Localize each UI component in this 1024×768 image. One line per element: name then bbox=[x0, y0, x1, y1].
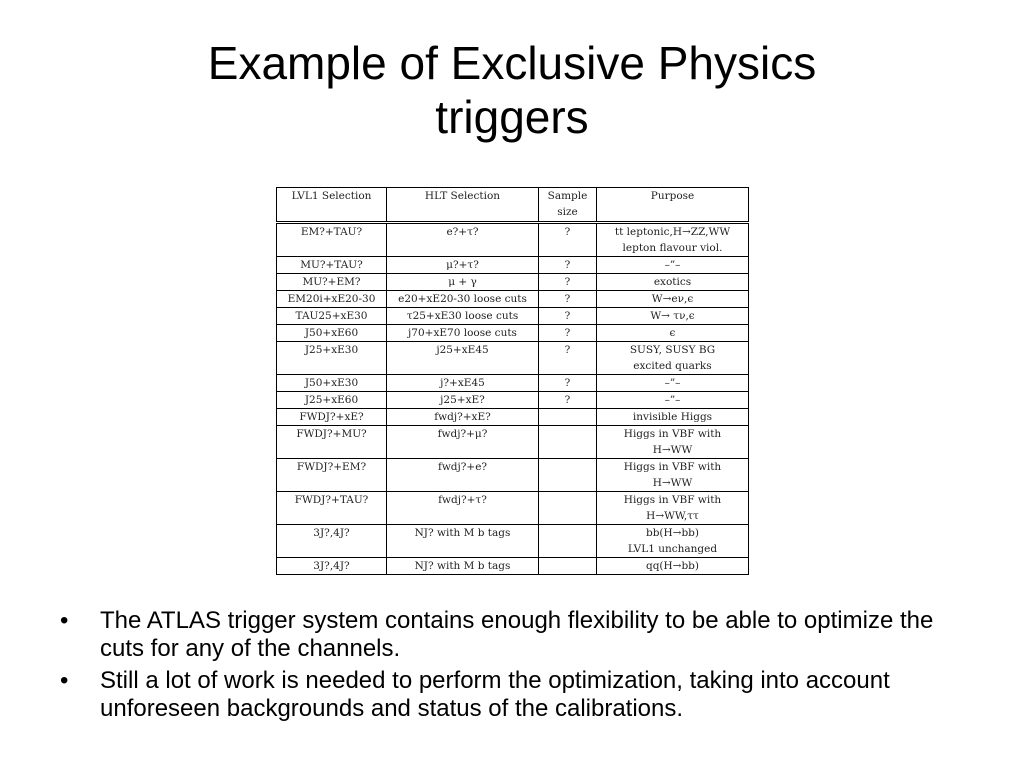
slide-title-line-1: Example of Exclusive Physics bbox=[207, 37, 817, 89]
cell-purpose-line: excited quarks bbox=[633, 360, 712, 372]
cell-purpose bbox=[597, 409, 749, 426]
cell-lvl1-selection: J50+xE30 bbox=[277, 375, 387, 392]
table-row bbox=[277, 392, 749, 409]
trigger-table-container bbox=[276, 187, 748, 575]
cell-hlt-selection: NJ? with M b tags bbox=[387, 558, 539, 575]
cell-purpose-line: LVL1 unchanged bbox=[627, 543, 718, 555]
cell-purpose bbox=[597, 274, 749, 291]
cell-lvl1-selection: EM20i+xE20-30 bbox=[277, 291, 387, 308]
slide-title-line-2: triggers bbox=[435, 91, 589, 143]
cell-purpose-line: W→eν,ϵ bbox=[651, 293, 694, 305]
cell-purpose-line: H→WW,ττ bbox=[646, 510, 699, 522]
cell-purpose-line: lepton flavour viol. bbox=[622, 242, 723, 254]
cell-hlt-selection: fwdj?+τ? bbox=[387, 492, 539, 525]
cell-purpose bbox=[597, 525, 749, 558]
table-header bbox=[277, 188, 749, 223]
cell-purpose bbox=[597, 558, 749, 575]
table-row bbox=[277, 492, 749, 525]
table-row bbox=[277, 291, 749, 308]
cell-lvl1-selection: FWDJ?+TAU? bbox=[277, 492, 387, 525]
cell-lvl1-selection: J25+xE30 bbox=[277, 342, 387, 375]
cell-hlt-selection: τ25+xE30 loose cuts bbox=[387, 308, 539, 325]
table-row bbox=[277, 558, 749, 575]
cell-purpose-line: H→WW bbox=[652, 444, 693, 456]
header-sample-size: Sample size bbox=[539, 188, 597, 223]
cell-lvl1-selection: FWDJ?+MU? bbox=[277, 426, 387, 459]
cell-hlt-selection: μ + γ bbox=[387, 274, 539, 291]
table-row bbox=[277, 459, 749, 492]
cell-hlt-selection: fwdj?+μ? bbox=[387, 426, 539, 459]
cell-purpose bbox=[597, 291, 749, 308]
cell-purpose-line: qq(H→bb) bbox=[645, 560, 700, 572]
cell-lvl1-selection: J50+xE60 bbox=[277, 325, 387, 342]
cell-hlt-selection: NJ? with M b tags bbox=[387, 525, 539, 558]
cell-sample-size: ? bbox=[539, 308, 597, 325]
cell-purpose-line: –”– bbox=[664, 259, 681, 271]
cell-purpose bbox=[597, 325, 749, 342]
cell-purpose-line: tt leptonic,H→ZZ,WW bbox=[614, 226, 731, 238]
cell-hlt-selection: j25+xE? bbox=[387, 392, 539, 409]
cell-purpose bbox=[597, 459, 749, 492]
cell-lvl1-selection: TAU25+xE30 bbox=[277, 308, 387, 325]
table-body bbox=[277, 223, 749, 575]
table-row bbox=[277, 308, 749, 325]
bullet-text: Still a lot of work is needed to perform the optimization, taking into account unforeseen backgrounds and status of the calibrations. bbox=[100, 667, 890, 722]
cell-lvl1-selection: MU?+EM? bbox=[277, 274, 387, 291]
cell-sample-size bbox=[539, 558, 597, 575]
cell-lvl1-selection: J25+xE60 bbox=[277, 392, 387, 409]
cell-purpose-line: SUSY, SUSY BG bbox=[629, 344, 716, 356]
table-row bbox=[277, 409, 749, 426]
table-row bbox=[277, 426, 749, 459]
cell-hlt-selection: e?+τ? bbox=[387, 223, 539, 257]
cell-purpose bbox=[597, 257, 749, 274]
cell-purpose-line: ϵ bbox=[669, 327, 676, 339]
cell-sample-size: ? bbox=[539, 342, 597, 375]
cell-purpose-line: H→WW bbox=[652, 477, 693, 489]
cell-purpose-line: invisible Higgs bbox=[632, 411, 713, 423]
cell-sample-size bbox=[539, 409, 597, 426]
cell-sample-size: ? bbox=[539, 291, 597, 308]
header-purpose: Purpose bbox=[597, 188, 749, 223]
cell-purpose-line: exotics bbox=[653, 276, 692, 288]
cell-sample-size: ? bbox=[539, 325, 597, 342]
cell-purpose bbox=[597, 308, 749, 325]
bullet-dot-icon: • bbox=[60, 607, 69, 634]
cell-hlt-selection: j?+xE45 bbox=[387, 375, 539, 392]
bullet-text: The ATLAS trigger system contains enough flexibility to be able to optimize the cuts for any of the channels. bbox=[100, 607, 934, 662]
cell-hlt-selection: e20+xE20-30 loose cuts bbox=[387, 291, 539, 308]
bullet-dot-icon: • bbox=[60, 667, 69, 694]
cell-lvl1-selection: 3J?,4J? bbox=[277, 525, 387, 558]
trigger-table bbox=[276, 187, 749, 575]
cell-purpose-line: bb(H→bb) bbox=[645, 527, 700, 539]
table-row bbox=[277, 257, 749, 274]
cell-hlt-selection: μ?+τ? bbox=[387, 257, 539, 274]
cell-purpose bbox=[597, 223, 749, 257]
cell-lvl1-selection: 3J?,4J? bbox=[277, 558, 387, 575]
cell-sample-size: ? bbox=[539, 257, 597, 274]
cell-purpose bbox=[597, 426, 749, 459]
cell-hlt-selection: fwdj?+xE? bbox=[387, 409, 539, 426]
cell-lvl1-selection: MU?+TAU? bbox=[277, 257, 387, 274]
cell-sample-size: ? bbox=[539, 392, 597, 409]
header-lvl1-selection: LVL1 Selection bbox=[277, 188, 387, 223]
cell-lvl1-selection: FWDJ?+xE? bbox=[277, 409, 387, 426]
slide-title bbox=[0, 36, 1024, 144]
cell-lvl1-selection: FWDJ?+EM? bbox=[277, 459, 387, 492]
bullet-list bbox=[60, 607, 960, 727]
cell-purpose-line: –”– bbox=[664, 394, 681, 406]
header-hlt-selection: HLT Selection bbox=[387, 188, 539, 223]
cell-purpose bbox=[597, 342, 749, 375]
cell-purpose bbox=[597, 392, 749, 409]
cell-sample-size: ? bbox=[539, 223, 597, 257]
cell-purpose bbox=[597, 375, 749, 392]
cell-purpose-line: –”– bbox=[664, 377, 681, 389]
cell-purpose bbox=[597, 492, 749, 525]
cell-sample-size bbox=[539, 525, 597, 558]
table-row bbox=[277, 274, 749, 291]
cell-sample-size bbox=[539, 426, 597, 459]
table-row bbox=[277, 375, 749, 392]
table-header-row bbox=[277, 188, 749, 223]
cell-purpose-line: Higgs in VBF with bbox=[623, 494, 722, 506]
bullet-item bbox=[60, 667, 960, 723]
table-row bbox=[277, 525, 749, 558]
cell-sample-size: ? bbox=[539, 375, 597, 392]
cell-sample-size bbox=[539, 459, 597, 492]
bullet-item bbox=[60, 607, 960, 663]
cell-hlt-selection: fwdj?+e? bbox=[387, 459, 539, 492]
cell-purpose-line: Higgs in VBF with bbox=[623, 461, 722, 473]
cell-hlt-selection: j70+xE70 loose cuts bbox=[387, 325, 539, 342]
table-row bbox=[277, 342, 749, 375]
cell-sample-size: ? bbox=[539, 274, 597, 291]
cell-hlt-selection: j25+xE45 bbox=[387, 342, 539, 375]
cell-purpose-line: Higgs in VBF with bbox=[623, 428, 722, 440]
table-row bbox=[277, 325, 749, 342]
cell-lvl1-selection: EM?+TAU? bbox=[277, 223, 387, 257]
cell-purpose-line: W→ τν,ϵ bbox=[650, 310, 695, 322]
table-row bbox=[277, 223, 749, 257]
cell-sample-size bbox=[539, 492, 597, 525]
